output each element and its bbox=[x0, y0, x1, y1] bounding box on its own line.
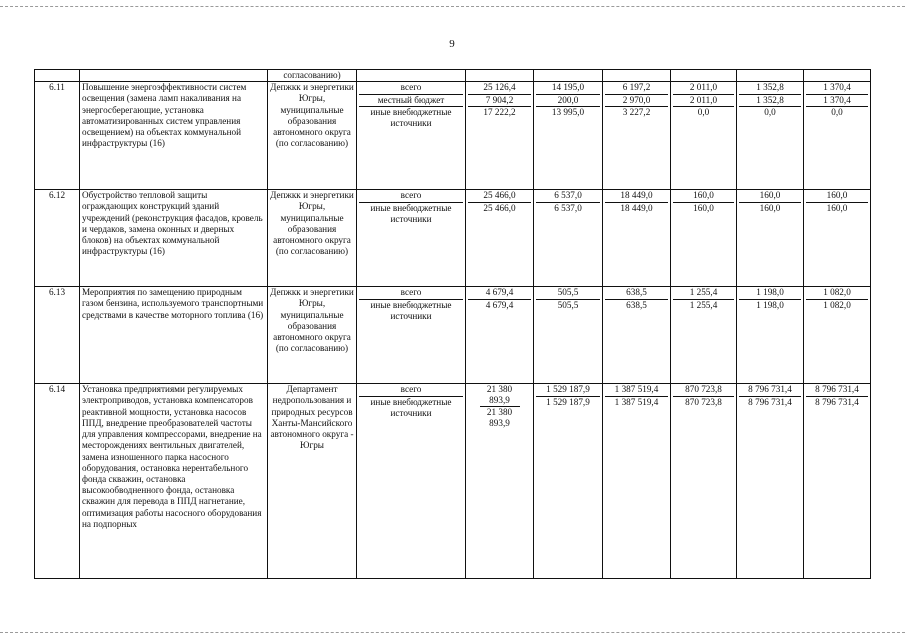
amount-value: 505,5 bbox=[536, 287, 600, 299]
activity-number: 6.13 bbox=[35, 287, 80, 384]
amount-value: 638,5 bbox=[605, 287, 668, 299]
amount-cell bbox=[671, 384, 737, 579]
amount-value: 8 796 731,4 bbox=[739, 384, 801, 396]
amount-value: 18 449,0 bbox=[620, 202, 653, 213]
cell-num bbox=[35, 70, 80, 82]
amount-value: 1 529 187,9 bbox=[536, 384, 600, 396]
amount-cell bbox=[804, 287, 871, 384]
activity-name: Обустройство тепловой защиты ограждающих конструкций зданий учреждений (реконструкция фасадов, кровель и чердаков, замена оконных и дверных блоков) на объектах коммунальной инфраструктуры (16) bbox=[80, 190, 268, 287]
table-row bbox=[35, 190, 871, 287]
program-activities-table bbox=[34, 69, 871, 579]
funding-source-label: всего bbox=[359, 190, 463, 202]
amount-value: 21 380 893,9 bbox=[480, 384, 520, 407]
amount-value: 1 255,4 bbox=[689, 299, 718, 310]
amount-value: 2 011,0 bbox=[673, 82, 734, 94]
funding-sources bbox=[357, 190, 466, 287]
activity-name: Повышение энергоэффективности систем освещения (замена ламп накаливания на энергосберегающие, установка автоматизированных систем управления освещением) на объектах коммунальной инфраструктуры (16) bbox=[80, 82, 268, 190]
table-row bbox=[35, 384, 871, 579]
cell-executor: согласованию) bbox=[268, 70, 357, 82]
amount-value: 200,0 bbox=[536, 95, 600, 107]
amount-value: 1 352,8 bbox=[739, 82, 801, 94]
table-row bbox=[35, 82, 871, 190]
table-body bbox=[35, 70, 871, 579]
amount-value: 1 529 187,9 bbox=[546, 396, 590, 407]
amount-value: 14 195,0 bbox=[536, 82, 600, 94]
amount-value: 8 796 731,4 bbox=[815, 396, 859, 407]
amount-value: 13 995,0 bbox=[551, 106, 585, 117]
amount-value: 25 466,0 bbox=[468, 190, 531, 202]
table-row-continuation bbox=[35, 70, 871, 82]
amount-cell bbox=[737, 384, 804, 579]
amount-value: 1 387 519,4 bbox=[605, 384, 668, 396]
funding-source-label: иные внебюджетные источники bbox=[370, 106, 452, 128]
funding-source-label: местный бюджет bbox=[359, 95, 463, 107]
amount-value: 1 352,8 bbox=[739, 95, 801, 107]
activity-executor: Департамент недропользования и природных ресурсов Ханты-Мансийского автономного округа - Югры bbox=[268, 384, 357, 579]
funding-source-label: всего bbox=[359, 384, 463, 396]
activity-executor: Депжкк и энергетики Югры, муниципальные образования автономного округа (по согласованию) bbox=[268, 82, 357, 190]
amount-value: 21 380 893,9 bbox=[486, 407, 513, 429]
amount-value: 8 796 731,4 bbox=[748, 396, 792, 407]
amount-cell bbox=[671, 287, 737, 384]
activity-number: 6.14 bbox=[35, 384, 80, 579]
amount-value: 8 796 731,4 bbox=[806, 384, 868, 396]
amount-value: 1 082,0 bbox=[823, 299, 851, 310]
amount-cell bbox=[804, 384, 871, 579]
amount-value: 160,0 bbox=[693, 202, 714, 213]
amount-value: 638,5 bbox=[626, 299, 647, 310]
amount-cell bbox=[534, 190, 603, 287]
amount-cell bbox=[534, 287, 603, 384]
activity-executor: Депжкк и энергетики Югры, муниципальные образования автономного округа (по согласованию) bbox=[268, 190, 357, 287]
amount-value: 1 198,0 bbox=[739, 287, 801, 299]
amount-value: 1 370,4 bbox=[806, 82, 868, 94]
funding-sources bbox=[357, 287, 466, 384]
funding-source-label: иные внебюджетные источники bbox=[370, 202, 452, 224]
amount-cell bbox=[737, 82, 804, 190]
amount-cell bbox=[603, 287, 671, 384]
amount-cell bbox=[737, 190, 804, 287]
activity-executor: Депжкк и энергетики Югры, муниципальные образования автономного округа (по согласованию) bbox=[268, 287, 357, 384]
amount-cell bbox=[466, 190, 534, 287]
amount-value: 25 466,0 bbox=[483, 202, 516, 213]
amount-value: 18 449,0 bbox=[605, 190, 668, 202]
page-number: 9 bbox=[449, 38, 455, 50]
amount-value: 870 723,8 bbox=[685, 396, 722, 407]
amount-value: 1 370,4 bbox=[806, 95, 868, 107]
amount-cell bbox=[466, 287, 534, 384]
amount-value: 160,0 bbox=[806, 190, 868, 202]
amount-value: 2 011,0 bbox=[673, 95, 734, 107]
scan-edge-bottom bbox=[0, 632, 905, 633]
amount-value: 6 537,0 bbox=[554, 202, 582, 213]
amount-cell bbox=[603, 384, 671, 579]
amount-value: 2 970,0 bbox=[605, 95, 668, 107]
amount-cell bbox=[804, 190, 871, 287]
funding-source-label: всего bbox=[359, 287, 463, 299]
amount-cell bbox=[466, 82, 534, 190]
amount-cell bbox=[534, 384, 603, 579]
amount-value: 505,5 bbox=[557, 299, 579, 310]
amount-value: 25 126,4 bbox=[468, 82, 531, 94]
scan-edge-top bbox=[0, 6, 905, 7]
activity-number: 6.12 bbox=[35, 190, 80, 287]
funding-sources bbox=[357, 82, 466, 190]
table-row bbox=[35, 287, 871, 384]
amount-value: 0,0 bbox=[697, 106, 710, 117]
amount-value: 870 723,8 bbox=[673, 384, 734, 396]
amount-value: 3 227,2 bbox=[622, 106, 651, 117]
amount-value: 0,0 bbox=[764, 106, 776, 117]
amount-value: 7 904,2 bbox=[468, 95, 531, 107]
amount-value: 4 679,4 bbox=[485, 299, 514, 310]
amount-value: 6 197,2 bbox=[605, 82, 668, 94]
amount-value: 160,0 bbox=[759, 202, 781, 213]
activity-number: 6.11 bbox=[35, 82, 80, 190]
amount-cell bbox=[737, 287, 804, 384]
amount-value: 160,0 bbox=[739, 190, 801, 202]
amount-value: 160,0 bbox=[826, 202, 848, 213]
amount-value: 17 222,2 bbox=[483, 106, 516, 117]
amount-cell bbox=[671, 82, 737, 190]
amount-cell bbox=[603, 82, 671, 190]
activity-name: Мероприятия по замещению природным газом бензина, используемого транспортными средствами в качестве моторного топлива (16) bbox=[80, 287, 268, 384]
amount-value: 1 082,0 bbox=[806, 287, 868, 299]
amount-cell bbox=[804, 82, 871, 190]
amount-value: 4 679,4 bbox=[468, 287, 531, 299]
funding-source-label: иные внебюджетные источники bbox=[370, 299, 452, 321]
amount-value: 1 198,0 bbox=[756, 299, 784, 310]
funding-source-label: всего bbox=[359, 82, 463, 94]
amount-value: 1 387 519,4 bbox=[614, 396, 659, 407]
cell-source bbox=[357, 70, 466, 82]
amount-value: 1 255,4 bbox=[673, 287, 734, 299]
cell-name bbox=[80, 70, 268, 82]
amount-cell bbox=[671, 190, 737, 287]
funding-source-label: иные внебюджетные источники bbox=[370, 396, 452, 418]
amount-cell bbox=[534, 82, 603, 190]
activity-name: Установка предприятиями регулируемых электроприводов, установка компенсаторов реактивной мощности, установка насосов ППД, внедрение преобразователей частоты для управления компрессорами, внедрение на месторождениях вентильных двигателей, замена изношенного парка насосного оборудования, остановка нерентабельного фонда скважин, остановка высокообводненного фонда, остановка скважин для перевода в ППД нагнетание, оптимизация работы насосного оборудования на подпорных bbox=[80, 384, 268, 579]
amount-value: 160,0 bbox=[673, 190, 734, 202]
amount-cell bbox=[603, 190, 671, 287]
amount-value: 0,0 bbox=[831, 106, 843, 117]
amount-cell bbox=[466, 384, 534, 579]
funding-sources bbox=[357, 384, 466, 579]
amount-value: 6 537,0 bbox=[536, 190, 600, 202]
